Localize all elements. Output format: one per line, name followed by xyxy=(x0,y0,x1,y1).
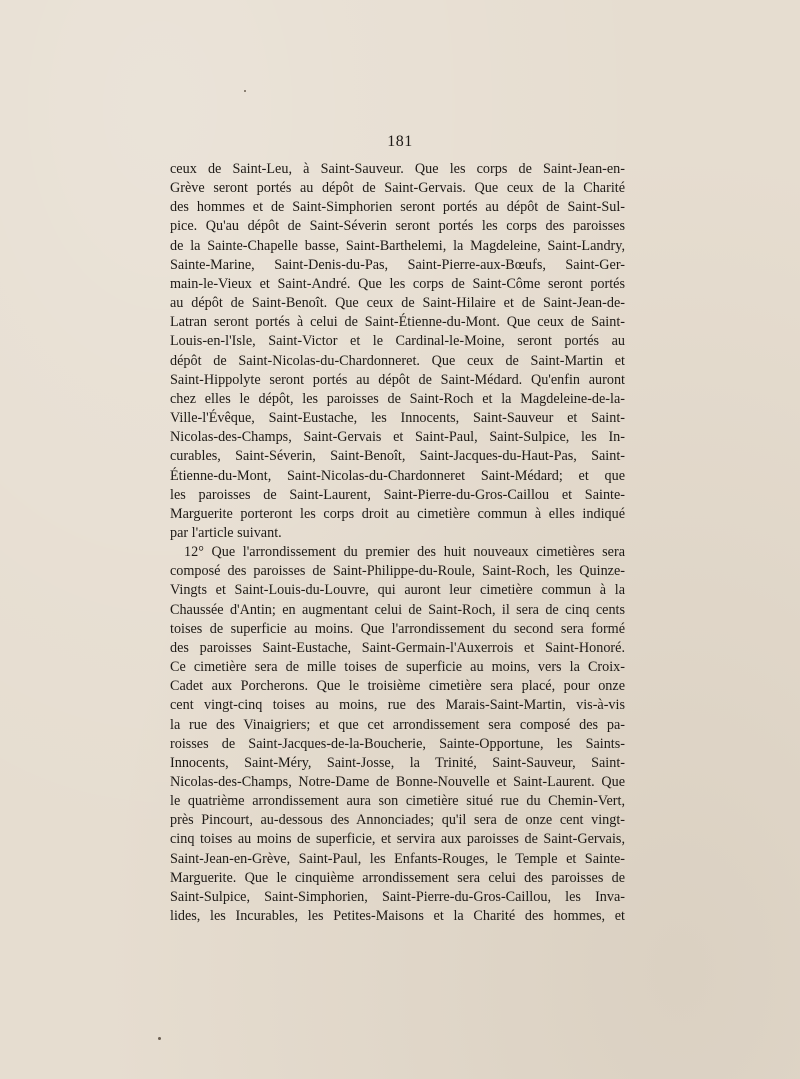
text-line: près Pincourt, au-dessous des Annonciades; qu'il sera de onze cent vingt- xyxy=(170,812,625,829)
text-line: Innocents, Saint-Méry, Saint-Josse, la Trinité, Saint-Sauveur, Saint- xyxy=(170,754,625,771)
text-line: cinq toises au moins de superficie, et servira aux paroisses de Saint-Gervais, xyxy=(170,831,625,848)
text-line: cent vingt-cinq toises au moins, rue des Marais-Saint-Martin, vis-à-vis xyxy=(170,697,625,714)
text-line: Louis-en-l'Isle, Saint-Victor et le Cardinal-le-Moine, seront portés au xyxy=(170,333,625,350)
text-line: main-le-Vieux et Saint-André. Que les corps de Saint-Côme seront portés xyxy=(170,275,625,292)
text-line: curables, Saint-Séverin, Saint-Benoît, Saint-Jacques-du-Haut-Pas, Saint- xyxy=(170,448,625,465)
text-line: de la Sainte-Chapelle basse, Saint-Barthelemi, la Magdeleine, Saint-Landry, xyxy=(170,237,625,254)
text-line: chez elles le dépôt, les paroisses de Saint-Roch et la Magdeleine-de-la- xyxy=(170,390,625,407)
text-line: Nicolas-des-Champs, Saint-Gervais et Saint-Paul, Saint-Sulpice, les In- xyxy=(170,429,625,446)
text-line: le quatrième arrondissement aura son cimetière situé rue du Chemin-Vert, xyxy=(170,793,625,810)
page-number: 181 xyxy=(387,133,413,150)
text-line: Saint-Hippolyte seront portés au dépôt de Saint-Médard. Qu'enfin auront xyxy=(170,371,625,388)
text-line: Grève seront portés au dépôt de Saint-Gervais. Que ceux de la Charité xyxy=(170,180,625,197)
text-line: la rue des Vinaigriers; et que cet arrondissement sera composé des pa- xyxy=(170,716,625,733)
paper-speck xyxy=(244,90,246,92)
paragraph xyxy=(170,160,625,543)
text-line: Ce cimetière sera de mille toises de superficie au moins, vers la Croix- xyxy=(170,659,625,676)
text-line: Latran seront portés à celui de Saint-Étienne-du-Mont. Que ceux de Saint- xyxy=(170,314,625,331)
text-line: les paroisses de Saint-Laurent, Saint-Pierre-du-Gros-Caillou et Sainte- xyxy=(170,486,625,503)
text-line: Étienne-du-Mont, Saint-Nicolas-du-Chardonneret Saint-Médard; et que xyxy=(170,467,625,484)
text-line: roisses de Saint-Jacques-de-la-Boucherie, Sainte-Opportune, les Saints- xyxy=(170,735,625,752)
text-line: par l'article suivant. xyxy=(170,524,282,541)
text-line: composé des paroisses de Saint-Philippe-du-Roule, Saint-Roch, les Quinze- xyxy=(170,563,625,580)
text-line: Nicolas-des-Champs, Notre-Dame de Bonne-Nouvelle et Saint-Laurent. Que xyxy=(170,774,625,790)
text-line: ceux de Saint-Leu, à Saint-Sauveur. Que les corps de Saint-Jean-en- xyxy=(170,161,625,177)
text-line: des hommes et de Saint-Simphorien seront portés au dépôt de Saint-Sul- xyxy=(170,199,625,216)
text-body xyxy=(170,160,625,926)
paper-speck xyxy=(158,1037,161,1040)
text-line: dépôt de Saint-Nicolas-du-Chardonneret. Que ceux de Saint-Martin et xyxy=(170,352,625,369)
text-line: Ville-l'Évêque, Saint-Eustache, les Innocents, Saint-Sauveur et Saint- xyxy=(170,410,625,427)
text-line: Sainte-Marine, Saint-Denis-du-Pas, Saint-Pierre-aux-Bœufs, Saint-Ger- xyxy=(170,256,625,273)
text-line: Marguerite. Que le cinquième arrondissement sera celui des paroisses de xyxy=(170,869,625,886)
text-line: pice. Qu'au dépôt de Saint-Séverin seront portés les corps des paroisses xyxy=(170,218,625,235)
text-line: Cadet aux Porcherons. Que le troisième cimetière sera placé, pour onze xyxy=(170,678,625,695)
text-line: des paroisses Saint-Eustache, Saint-Germain-l'Auxerrois et Saint-Honoré. xyxy=(170,639,625,656)
text-line: Saint-Sulpice, Saint-Simphorien, Saint-Pierre-du-Gros-Caillou, les Inva- xyxy=(170,888,625,905)
text-line: Marguerite porteront les corps droit au cimetière commun à elles indiqué xyxy=(170,505,625,522)
text-line: 12° Que l'arrondissement du premier des huit nouveaux cimetières sera xyxy=(184,544,625,561)
text-line: lides, les Incurables, les Petites-Maisons et la Charité des hommes, et xyxy=(170,908,625,925)
text-line: toises de superficie au moins. Que l'arrondissement du second sera formé xyxy=(170,620,625,637)
text-line: Saint-Jean-en-Grève, Saint-Paul, les Enfants-Rouges, le Temple et Sainte- xyxy=(170,850,625,867)
paragraph xyxy=(170,543,625,926)
text-line: Vingts et Saint-Louis-du-Louvre, qui auront leur cimetière commun à la xyxy=(170,582,625,599)
text-line: au dépôt de Saint-Benoît. Que ceux de Saint-Hilaire et de Saint-Jean-de- xyxy=(170,295,625,312)
text-line: Chaussée d'Antin; en augmentant celui de Saint-Roch, il sera de cinq cents xyxy=(170,601,625,618)
